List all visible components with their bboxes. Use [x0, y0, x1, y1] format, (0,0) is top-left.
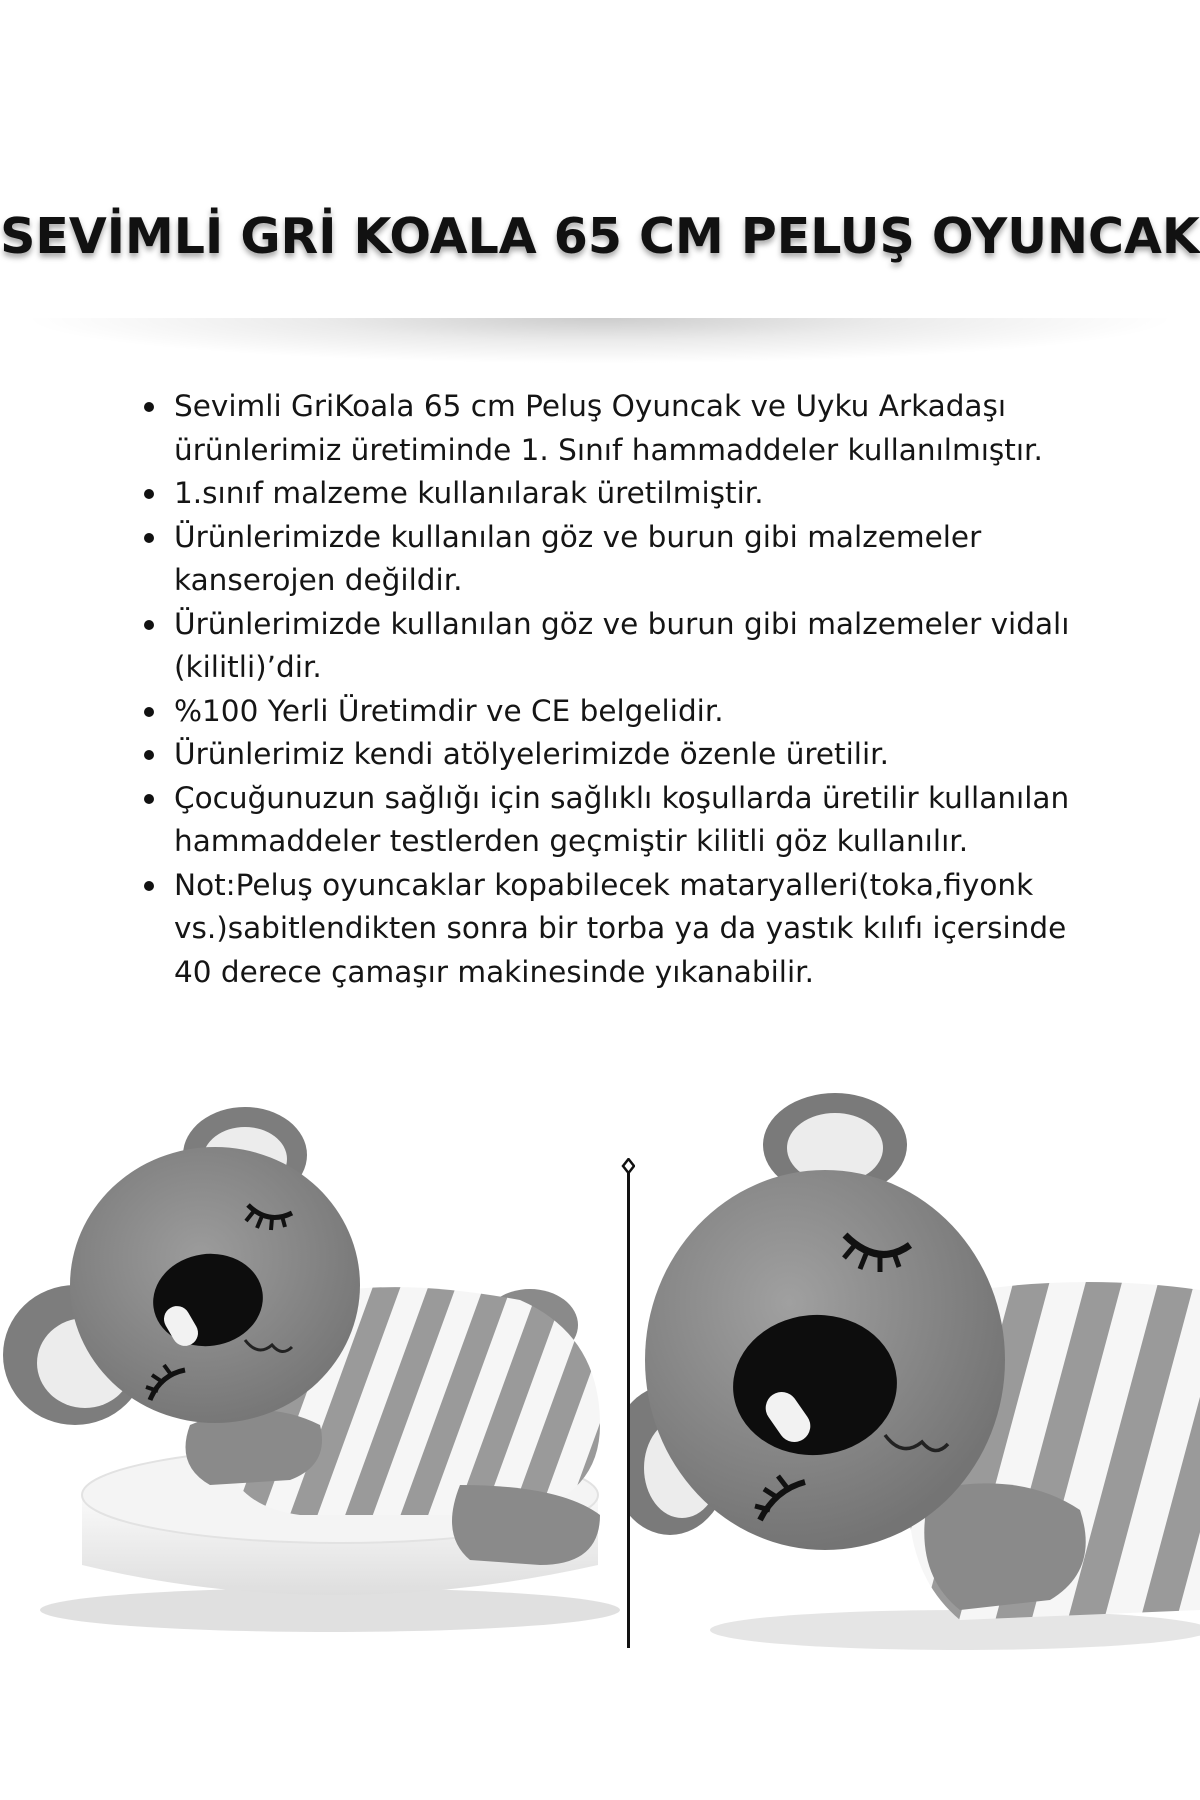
feature-item: %100 Yerli Üretimdir ve CE belgelidir.: [140, 690, 1070, 734]
feature-list: [140, 385, 1070, 994]
floor-shadow: [710, 1610, 1200, 1650]
koala-photo-left: [0, 1095, 620, 1655]
feature-item: Ürünlerimiz kendi atölyelerimizde özenle üretilir.: [140, 733, 1070, 777]
title-shadow-divider: [20, 318, 1180, 364]
page-title: SEVİMLİ GRİ KOALA 65 CM PELUŞ OYUNCAK: [0, 208, 1200, 265]
feature-item: Sevimli GriKoala 65 cm Peluş Oyuncak ve Uyku Arkadaşı ürünlerimiz üretiminde 1. Sınıf hammaddeler kullanılmıştır.: [140, 385, 1070, 472]
feature-item: Çocuğunuzun sağlığı için sağlıklı koşullarda üretilir kullanılan hammaddeler testlerden geçmiştir kilitli göz kullanılır.: [140, 777, 1070, 864]
feature-item: 1.sınıf malzeme kullanılarak üretilmiştir.: [140, 472, 1070, 516]
feature-item: Not:Peluş oyuncaklar kopabilecek mataryalleri(toka,fiyonk vs.)sabitlendikten sonra bir torba ya da yastık kılıfı içersinde 40 derece çamaşır makinesinde yıkanabilir.: [140, 864, 1070, 995]
feature-item: Ürünlerimizde kullanılan göz ve burun gibi malzemeler vidalı (kilitli)’dir.: [140, 603, 1070, 690]
koala-photo-right: [630, 1090, 1200, 1690]
feature-item: Ürünlerimizde kullanılan göz ve burun gibi malzemeler kanserojen değildir.: [140, 516, 1070, 603]
front-arm: [924, 1483, 1085, 1610]
